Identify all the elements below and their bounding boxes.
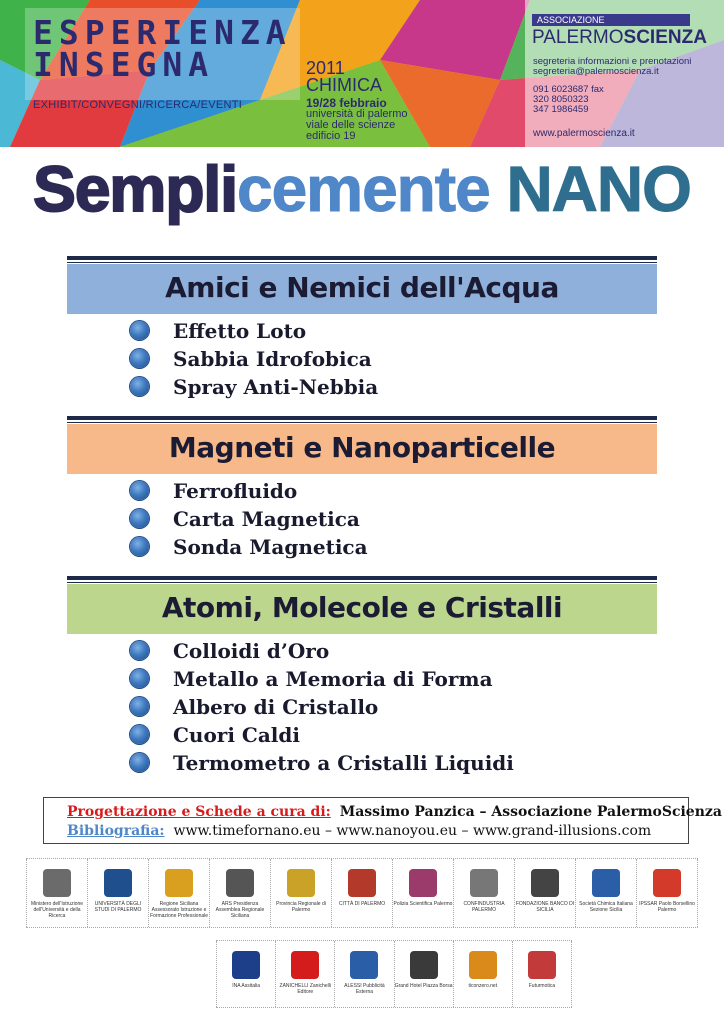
section-header [67,256,657,316]
list-item [130,373,378,401]
association-name-b: SCIENZA [623,27,707,48]
ticonzero-icon [469,951,497,979]
ars-crest-icon [226,869,254,897]
sponsor-caption: ticonzero.net [468,983,498,989]
bullet-icon [130,349,149,368]
sponsor-logos-row2 [216,940,572,1008]
item-label: Effetto Loto [173,319,307,343]
university-seal-icon [104,869,132,897]
sponsor-caption: Società Chimica Italiana Sezione Sicilia [579,901,633,913]
divider [67,576,657,580]
section-atoms [67,576,657,775]
item-label: Colloidi d’Oro [173,639,330,663]
city-crest-icon [348,869,376,897]
item-label: Ferrofluido [173,479,298,503]
futurmotica-icon [528,951,556,979]
item-label: Spray Anti-Nebbia [173,375,379,399]
item-label: Sonda Magnetica [173,535,368,559]
sponsor-logo [87,859,148,927]
event-dates-block [306,98,408,142]
sponsor-logo [636,859,698,927]
republic-emblem-icon [43,869,71,897]
sponsor-caption: Provincia Regionale di Palermo [276,901,326,913]
page-title [0,152,724,226]
sponsor-caption: Regione Siciliana Assessorato Istruzione e Formazione Professionale [149,901,209,919]
bullet-icon [130,725,149,744]
association-logo [532,14,707,49]
design-label: Progettazione e Schede a cura di: [67,804,331,820]
item-label: Sabbia Idrofobica [173,347,372,371]
credits-box [43,797,722,844]
item-list [130,477,368,561]
list-item [130,505,368,533]
sponsor-logo [453,859,514,927]
sponsor-logo [334,941,393,1007]
sponsor-caption: ALESSI Pubblicità Esterna [344,983,385,995]
bibliography-label: Bibliografia: [67,823,165,839]
divider [67,422,657,423]
sponsor-logo [392,859,453,927]
sponsor-caption: ARS Presidenza Assemblea Regionale Siciliana [215,901,265,919]
list-item [130,665,514,693]
bullet-icon [130,753,149,772]
sponsor-logo [514,859,575,927]
list-item [130,533,368,561]
police-badge-icon [409,869,437,897]
event-title [33,13,292,84]
phone-3: 347 1986459 [533,104,589,115]
sponsor-caption: ZANICHELLI Zanichelli Editore [279,983,331,995]
list-item [130,477,368,505]
item-list [130,637,514,777]
venue-line2: viale delle scienze [306,119,396,131]
sponsor-logo [270,859,331,927]
item-label: Albero di Cristallo [173,695,379,719]
trinacria-icon [165,869,193,897]
contact-title: segreteria informazioni e prenotazioni [533,56,692,67]
item-label: Carta Magnetica [173,507,360,531]
bullet-icon [130,321,149,340]
credits-design-row [67,804,722,820]
website-link[interactable]: www.palermoscienza.it [533,128,635,139]
sponsor-caption: UNIVERSITÀ DEGLI STUDI DI PALERMO [94,901,142,913]
association-label: ASSOCIAZIONE [532,14,690,26]
section-heading: Amici e Nemici dell'Acqua [165,271,559,304]
event-title-line1: ESPERIENZA [33,13,292,52]
event-tagline: EXHIBIT/CONVEGNI/RICERCA/EVENTI [33,99,243,111]
event-year-block [306,60,382,94]
title-part1: Sempli [33,153,237,225]
hotel-icon [410,951,438,979]
sponsor-caption: FONDAZIONE BANCO DI SICILIA [515,901,575,913]
section-header [67,416,657,476]
bullet-icon [130,669,149,688]
sponsor-caption: CONFINDUSTRIA PALERMO [463,901,505,913]
sponsor-caption: Ministero dell'Istruzione dell'Università e della Ricerca [30,901,84,919]
sponsor-logo [275,941,334,1007]
bullet-icon [130,641,149,660]
zanichelli-icon [291,951,319,979]
sponsor-logo [575,859,636,927]
sponsor-caption: INA Assitalia [232,983,260,989]
list-item [130,721,514,749]
sponsor-logo [148,859,209,927]
contact-email: segreteria@palermoscienza.it [533,66,659,77]
bullet-icon [130,377,149,396]
divider [67,262,657,263]
section-header [67,576,657,636]
design-value: Massimo Panzica – Associazione PalermoScienza [339,804,722,820]
event-subject: CHIMICA [306,75,382,95]
sponsor-logo [209,859,270,927]
event-year: 2011 [306,58,345,78]
title-part2: cemente [236,153,490,225]
header-banner [0,0,724,147]
bank-building-icon [531,869,559,897]
phone-fax: 091 6023687 fax [533,84,604,95]
sponsor-caption: Grand Hotel Piazza Borsa [394,983,453,989]
association-name [532,27,707,49]
contacts-block [533,57,691,115]
list-item [130,637,514,665]
item-label: Cuori Caldi [173,723,300,747]
sponsor-caption: Polizia Scientifica Palermo [393,901,453,907]
section-water [67,256,657,399]
bullet-icon [130,537,149,556]
bullet-icon [130,481,149,500]
ina-assitalia-icon [232,951,260,979]
sponsor-logo [331,859,392,927]
divider [67,416,657,420]
credits-bibliography-row [67,823,651,839]
venue-line3: edificio 19 [306,130,356,142]
list-item [130,693,514,721]
bullet-icon [130,509,149,528]
confindustria-icon [470,869,498,897]
sponsor-caption: Futurmotica [528,983,556,989]
chemistry-logo-icon [592,869,620,897]
bibliography-links[interactable]: www.timefornano.eu – www.nanoyou.eu – www.grand-illusions.com [173,823,652,839]
sponsor-logo [453,941,512,1007]
list-item [130,749,514,777]
divider [67,256,657,260]
sponsor-logo [216,941,275,1007]
list-item [130,317,378,345]
event-title-line2: INSEGNA [33,45,215,84]
sponsor-logos-row1 [26,858,698,928]
sponsor-caption: IPSSAR Paolo Borsellino Palermo [639,901,695,913]
sponsor-logo [512,941,572,1007]
item-label: Metallo a Memoria di Forma [173,667,493,691]
bullet-icon [130,697,149,716]
alessi-icon [350,951,378,979]
section-magnets [67,416,657,559]
section-heading: Atomi, Molecole e Cristalli [161,591,563,624]
item-list [130,317,378,401]
association-name-a: PALERMO [532,27,624,48]
sponsor-caption: CITTÀ DI PALERMO [338,901,386,907]
title-part3: NANO [506,153,691,225]
school-crest-icon [653,869,681,897]
divider [67,582,657,583]
event-dates: 19/28 febbraio [306,96,387,110]
venue-line1: università di palermo [306,108,408,120]
sponsor-logo [394,941,453,1007]
section-heading: Magneti e Nanoparticelle [168,431,556,464]
sponsor-logo [26,859,87,927]
phone-2: 320 8050323 [533,94,589,105]
item-label: Termometro a Cristalli Liquidi [173,751,514,775]
list-item [130,345,378,373]
eagle-crest-icon [287,869,315,897]
